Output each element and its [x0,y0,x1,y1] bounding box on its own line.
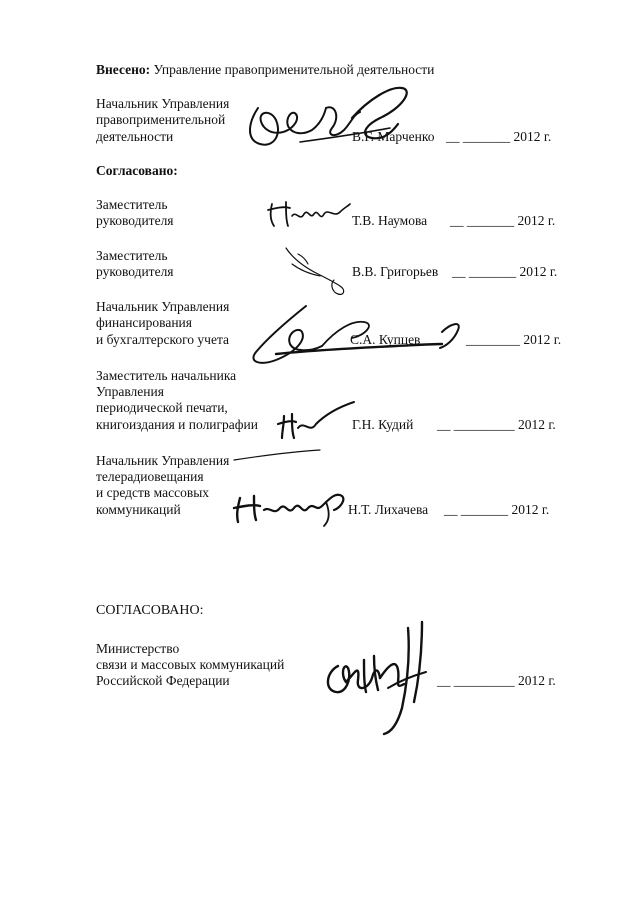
head-title-line-3: деятельности [96,129,174,144]
agreed-row-title-line: периодической печати, [96,400,228,415]
head-title-line-1: Начальник Управления [96,96,230,111]
agreed-row-name: Т.В. Наумова [352,213,428,228]
ministry-agreed-label: СОГЛАСОВАНО: [96,603,204,618]
signature-ministry-icon [318,618,430,742]
signature-marchenko-icon [240,78,420,158]
signature-likhacheva-icon [230,446,350,530]
agreed-row-title-line: телерадиовещания [96,469,204,484]
agreed-row-title-line: и средств массовых [96,485,210,500]
agreed-row-date: __ _______ 2012 г. [444,502,550,517]
head-date: __ _______ 2012 г. [446,129,552,144]
ministry-line-2: связи и массовых коммуникаций [96,657,285,672]
signature-grigoriev-icon [278,240,354,302]
agreed-label: Согласовано: [96,163,178,178]
agreed-row-title-line: Начальник Управления [96,299,230,314]
agreed-row-title-line: коммуникаций [96,502,181,517]
head-name: В.Г. Марченко [352,129,435,144]
signature-kuptsev-icon [236,300,468,372]
agreed-row-title-line: Заместитель начальника [96,368,237,383]
agreed-row-title-line: Заместитель [96,248,168,263]
agreed-row-title-line: руководителя [96,213,174,228]
introduced-line [96,62,434,78]
ministry-line-3: Российской Федерации [96,673,230,688]
agreed-row-name: Н.Т. Лихачева [348,502,429,517]
agreed-row-title-line: финансирования [96,315,192,330]
agreed-row-name: Г.Н. Кудий [352,417,414,432]
agreed-row-title-line: Управления [96,384,164,399]
agreed-row-date: ________ 2012 г. [466,332,562,347]
agreed-row-title-line: руководителя [96,264,174,279]
signature-naumova-icon [264,196,354,232]
agreed-row-title-line: Заместитель [96,197,168,212]
introduced-org: Управление правоприменительной деятельности [153,62,435,77]
ministry-line-1: Министерство [96,641,180,656]
agreed-row-date: __ _______ 2012 г. [450,213,556,228]
agreed-row-name: С.А. Купцев [350,332,421,347]
agreed-row-date: __ _______ 2012 г. [452,264,558,279]
introduced-label: Внесено: [96,62,151,77]
agreed-row-title-line: и бухгалтерского учета [96,332,230,347]
agreed-row-date: __ _________ 2012 г. [437,417,556,432]
agreed-row-title-line: Начальник Управления [96,453,230,468]
head-title-line-2: правоприменительной [96,112,226,127]
ministry-date: __ _________ 2012 г. [437,673,556,688]
agreed-row-name: В.В. Григорьев [352,264,439,279]
signature-kudiy-icon [274,398,358,444]
agreed-row-title-line: книгоиздания и полиграфии [96,417,258,432]
